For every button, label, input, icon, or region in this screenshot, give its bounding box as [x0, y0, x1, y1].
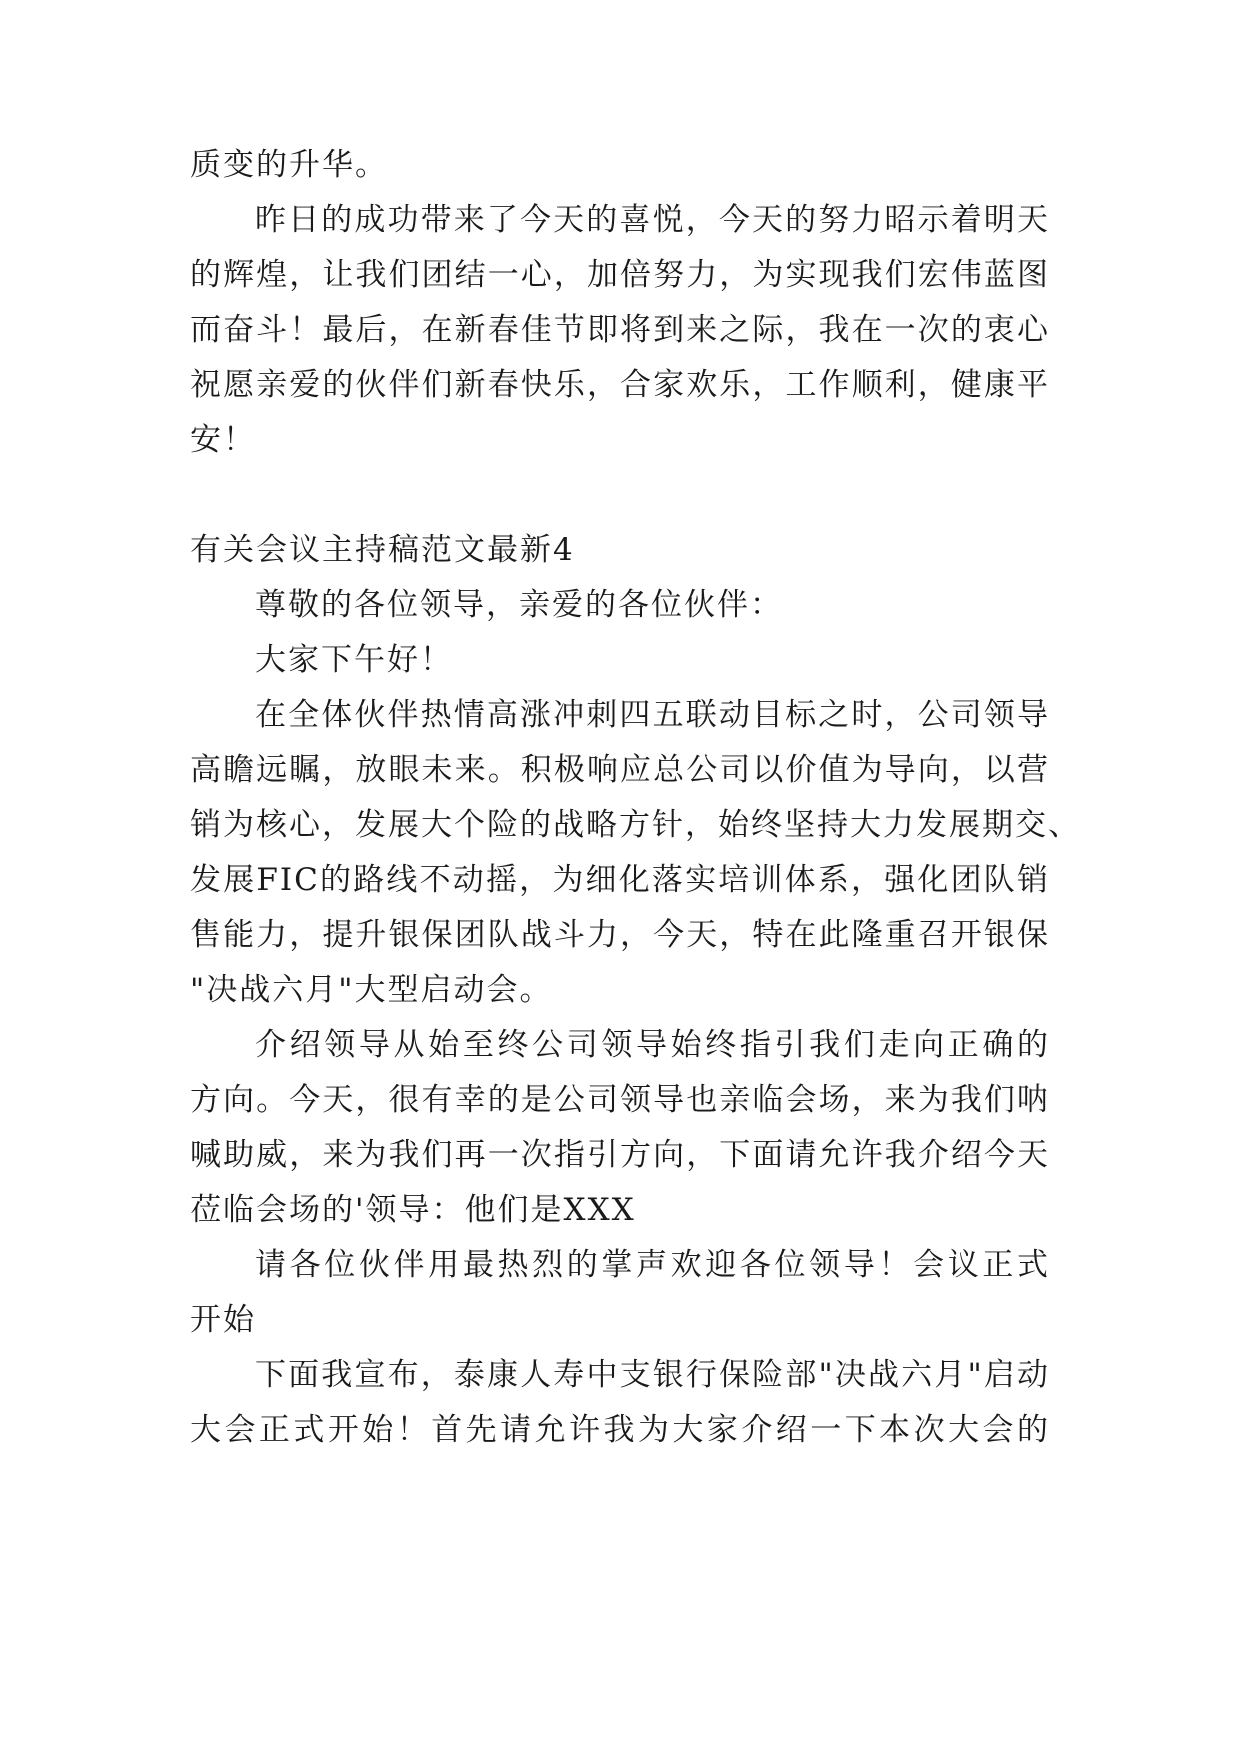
paragraph-line: 昨日的成功带来了今天的喜悦，今天的努力昭示着明天 [255, 202, 1050, 238]
paragraph-line: 质变的升华。 [190, 147, 388, 183]
paragraph-line: 祝愿亲爱的伙伴们新春快乐，合家欢乐，工作顺利，健康平 [190, 367, 1050, 403]
paragraph-line: 而奋斗！最后，在新春佳节即将到来之际，我在一次的衷心 [190, 312, 1050, 348]
paragraph-line: 售能力，提升银保团队战斗力，今天，特在此隆重召开银保 [190, 917, 1050, 953]
paragraph-line: 方向。今天，很有幸的是公司领导也亲临会场，来为我们呐 [190, 1082, 1050, 1118]
paragraph-line: 的辉煌，让我们团结一心，加倍努力，为实现我们宏伟蓝图 [190, 257, 1050, 293]
paragraph-line: 销为核心，发展大个险的战略方针，始终坚持大力发展期交、 [190, 807, 1081, 843]
paragraph-line: 在全体伙伴热情高涨冲刺四五联动目标之时，公司领导 [255, 697, 1050, 733]
paragraph-line: 下面我宣布，泰康人寿中支银行保险部"决战六月"启动 [255, 1357, 1050, 1393]
paragraph-line: 开始 [190, 1302, 256, 1338]
paragraph-line: 介绍领导从始至终公司领导始终指引我们走向正确的 [255, 1027, 1050, 1063]
salutation: 尊敬的各位领导，亲爱的各位伙伴： [255, 587, 783, 623]
greeting: 大家下午好！ [255, 642, 453, 678]
paragraph-line: 发展FIC的路线不动摇，为细化落实培训体系，强化团队销 [190, 862, 1050, 898]
paragraph-line: 请各位伙伴用最热烈的掌声欢迎各位领导！会议正式 [255, 1247, 1050, 1283]
paragraph-line: 高瞻远瞩，放眼未来。积极响应总公司以价值为导向，以营 [190, 752, 1050, 788]
paragraph-line: "决战六月"大型启动会。 [190, 972, 553, 1008]
section-heading: 有关会议主持稿范文最新4 [190, 532, 575, 568]
paragraph-line: 喊助威，来为我们再一次指引方向，下面请允许我介绍今天 [190, 1137, 1050, 1173]
paragraph-line: 大会正式开始！首先请允许我为大家介绍一下本次大会的 [190, 1412, 1050, 1448]
paragraph-line: 安！ [190, 422, 256, 458]
paragraph-line: 莅临会场的'领导：他们是XXX [190, 1192, 636, 1228]
